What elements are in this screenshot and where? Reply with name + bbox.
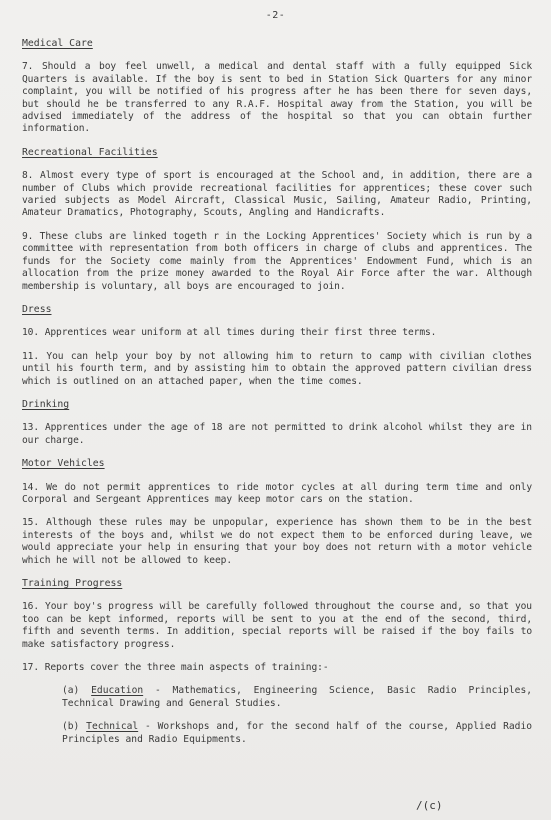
paragraph-7: 7. Should a boy feel unwell, a medical and dental staff with a fully equipped Sick Quarters is available. If the boy is sent to bed in Station Sick Quarters for any minor complaint, you will be notified of his progress after he has been there for seven days, but should he be transferred to any R.A.F. Hospital away from the Station, you will be advised immediately of the address of the hospital so that you can obtain further information.: [22, 61, 532, 135]
section-dress: [22, 304, 532, 388]
paragraph-14: 14. We do not permit apprentices to ride motor cycles at all during term time and only Corporal and Sergeant Apprentices may keep motor cars on the station.: [22, 481, 532, 505]
section-medical-care: [22, 38, 532, 136]
section-heading: Motor Vehicles: [22, 458, 105, 470]
training-aspects-list: [62, 685, 532, 746]
section-heading: Drinking: [22, 398, 70, 410]
paragraph-10: 10. Apprentices wear uniform at all times during their first three terms.: [22, 327, 437, 339]
list-item-prefix: (b): [62, 721, 87, 733]
paragraph-11: 11. You can help your boy by not allowing him to return to camp with civilian clothes until his fourth term, and by assisting him to obtain the approved pattern civilian dress which is outlined on an attached paper, when the time comes.: [22, 350, 532, 387]
section-heading: Medical Care: [22, 38, 93, 49]
list-item: [62, 721, 532, 746]
document-body: [22, 38, 532, 746]
section-heading: Dress: [22, 303, 52, 315]
section-drinking: [22, 399, 532, 447]
paragraph-17: 17. Reports cover the three main aspects of training:-: [22, 662, 329, 674]
list-item-text: - Mathematics, Engineering Science, Basic Radio Principles, Technical Drawing and General Studies.: [62, 685, 532, 709]
list-item-label: Technical: [86, 721, 139, 733]
section-training-progress: [22, 578, 532, 746]
list-item-text: - Workshops and, for the second half of the course, Applied Radio Principles and Radio Equipments.: [62, 721, 533, 745]
paragraph-13: 13. Apprentices under the age of 18 are not permitted to drink alcohol whilst they are in our charge.: [22, 422, 532, 446]
continuation-marker: /(c): [416, 799, 443, 812]
list-item-prefix: (a): [62, 685, 92, 697]
list-item-label: Education: [91, 685, 144, 697]
section-heading: Recreational Facilities: [22, 146, 158, 158]
paragraph-8: 8. Almost every type of sport is encouraged at the School and, in addition, there are a number of Clubs which provide recreational facilities for apprentices; these cover such varied subjects as Model Aircraft, Classical Music, Sailing, Amateur Radio, Printing, Amateur Dramatics, Photography, Scouts, Angling and Handicrafts.: [22, 170, 532, 219]
page-number: -2-: [265, 10, 286, 21]
section-heading: Training Progress: [22, 578, 123, 589]
section-recreational-facilities: [22, 147, 532, 293]
section-motor-vehicles: [22, 458, 532, 567]
list-item: [62, 685, 532, 710]
paragraph-9: 9. These clubs are linked togeth r in the Locking Apprentices' Society which is run by a committee with representation from both officers in charge of clubs and apprentices. The funds for the Society come mainly from the Apprentices' Endowment Fund, which is an allocation from the prize money awarded to the Royal Air Force after the war. Although membership is voluntary, all boys are encouraged to join.: [22, 230, 532, 292]
paragraph-15: 15. Although these rules may be unpopular, experience has shown them to be in the best interests of the boys and, whilst we do not expect them to be enforced during leave, we would appreciate your help in ensuring that your boy does not return with a motor vehicle which he will not be allowed to keep.: [22, 517, 532, 566]
paragraph-16: 16. Your boy's progress will be carefully followed throughout the course and, so that you too can be kept informed, reports will be sent to you at the end of the second, third, fifth and seventh terms. In addition, special reports will be raised if the boy fails to make satisfactory progress.: [22, 601, 532, 650]
